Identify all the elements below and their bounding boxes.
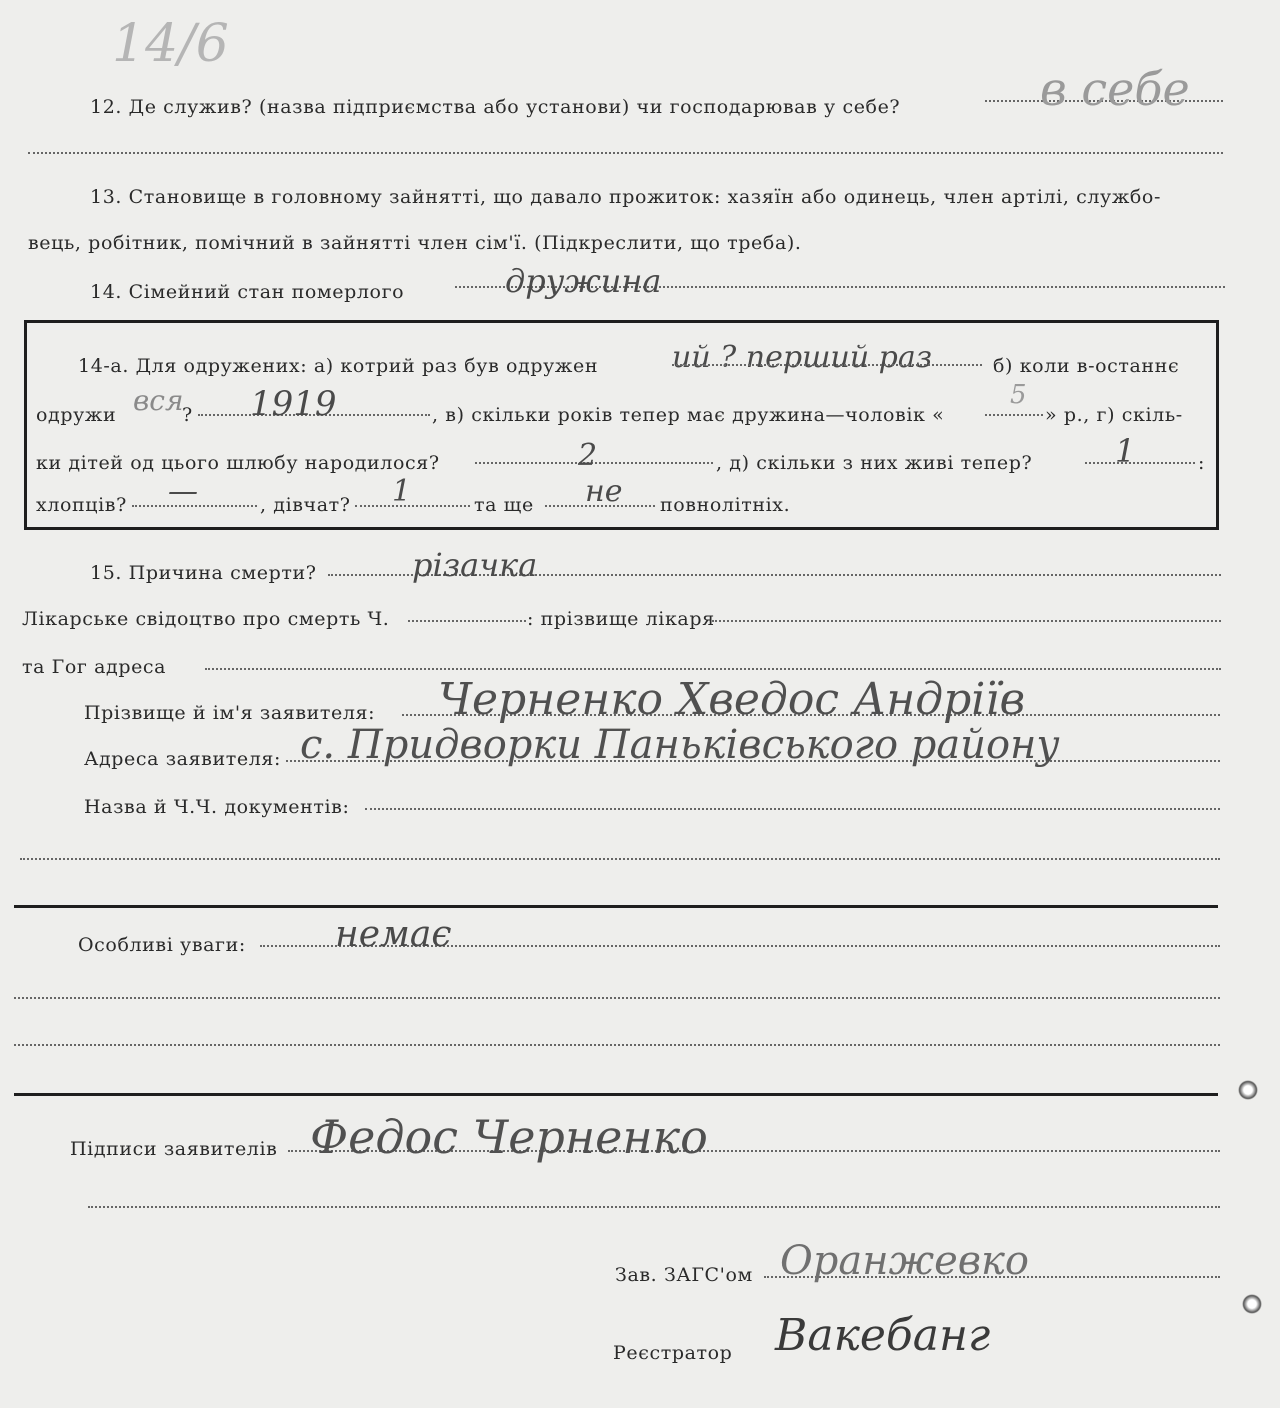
corner-note: 14/6 [112,14,229,74]
medical-number-line [408,620,526,622]
q14a-answer-more: не [585,474,623,509]
doctor-name-line [712,620,1221,622]
q14a-line2-b: ? [182,404,193,426]
remarks-extra-line-2 [14,1044,1220,1046]
q14a-line3-c: : [1198,452,1206,474]
pin-mark [1242,1294,1262,1314]
q14a-answer-living: 1 [1115,432,1136,470]
q14a-answer-suffix: вся [133,384,184,417]
q12-answer: в себе [1040,62,1190,116]
q14a-line3-a: ки дітей од цього шлюбу народилося? [36,452,440,474]
applicant-address-label: Адреса заявителя: [84,748,281,770]
signatures-value: Федос Черненко [310,1110,708,1164]
q14a-living-line [1085,462,1195,464]
registrar-signature: Вакебанг [775,1310,991,1361]
q14a-line4-b: , дівчат? [260,494,351,516]
q14a-line2-a: одружи [36,404,117,426]
q15-answer: різачка [412,546,538,584]
q14a-answer-year: 1919 [250,384,337,424]
medical-label-b: : прізвище лікаря [527,608,715,630]
q14a-line4-d: повнолітніх. [660,494,791,516]
q14a-answer-girls: 1 [392,474,412,509]
q14a-line1-b: б) коли в-останнє [993,355,1180,377]
remarks-extra-line-1 [14,997,1220,999]
head-signature: Оранжевко [780,1238,1029,1284]
applicant-name-label: Прізвище й ім'я заявителя: [84,702,376,724]
documents-line [365,808,1220,810]
q14a-line4-a: хлопців? [36,494,127,516]
section-divider-2 [14,1093,1218,1096]
q14a-times-line [672,364,982,366]
q12-label: 12. Де служив? (назва підприємства або установи) чи господарював у себе? [90,96,901,118]
pin-mark [1238,1080,1258,1100]
q14a-line2-d: » р., г) скіль- [1045,404,1183,426]
signatures-extra-line [88,1206,1220,1208]
head-label: Зав. ЗАГС'ом [615,1264,753,1286]
section-divider-1 [14,905,1218,908]
doctor-address-line [205,668,1221,670]
q14a-line1-label: 14-а. Для одружених: а) котрий раз був одружен [78,355,599,377]
q13-line2: вець, робітник, помічний в зайнятті член сім'ї. (Підкреслити, що треба). [28,232,802,254]
documents-label: Назва й Ч.Ч. документів: [84,796,350,818]
registrar-label: Реєстратор [613,1342,733,1364]
q14a-line2-c: , в) скільки років тепер має дружина—чоловік « [432,404,945,426]
q14a-line4-c: та ще [474,494,534,516]
q13-line1: 13. Становище в головному зайнятті, що давало прожиток: хазяїн або одинець, член артілі, службо- [90,186,1161,208]
signatures-label: Підписи заявителів [70,1138,278,1160]
q14a-line3-b: , д) скільки з них живі тепер? [716,452,1033,474]
documents-extra-line [20,858,1220,860]
q14a-answer-times: ий ? перший раз [672,340,933,375]
q14-answer: дружина [505,262,662,300]
applicant-name-value: Черненко Хведос Андріїв [438,674,1026,725]
remarks-value: немає [335,914,452,955]
q12-extra-line [28,152,1223,154]
address-label: та Гог адреса [22,656,167,678]
medical-label-a: Лікарське свідоцтво про смерть Ч. [22,608,390,630]
q14a-girls-line [355,505,470,507]
q14a-answer-age: 5 [1010,380,1027,410]
q15-label: 15. Причина смерти? [90,562,317,584]
q14a-answer-children: 2 [578,438,598,473]
remarks-label: Особливі уваги: [78,934,246,956]
q14a-age-line [985,414,1043,416]
applicant-address-value: с. Придворки Паньківського району [300,722,1060,768]
q14-label: 14. Сімейний стан померлого [90,281,405,303]
q14a-answer-boys: — [168,474,198,509]
